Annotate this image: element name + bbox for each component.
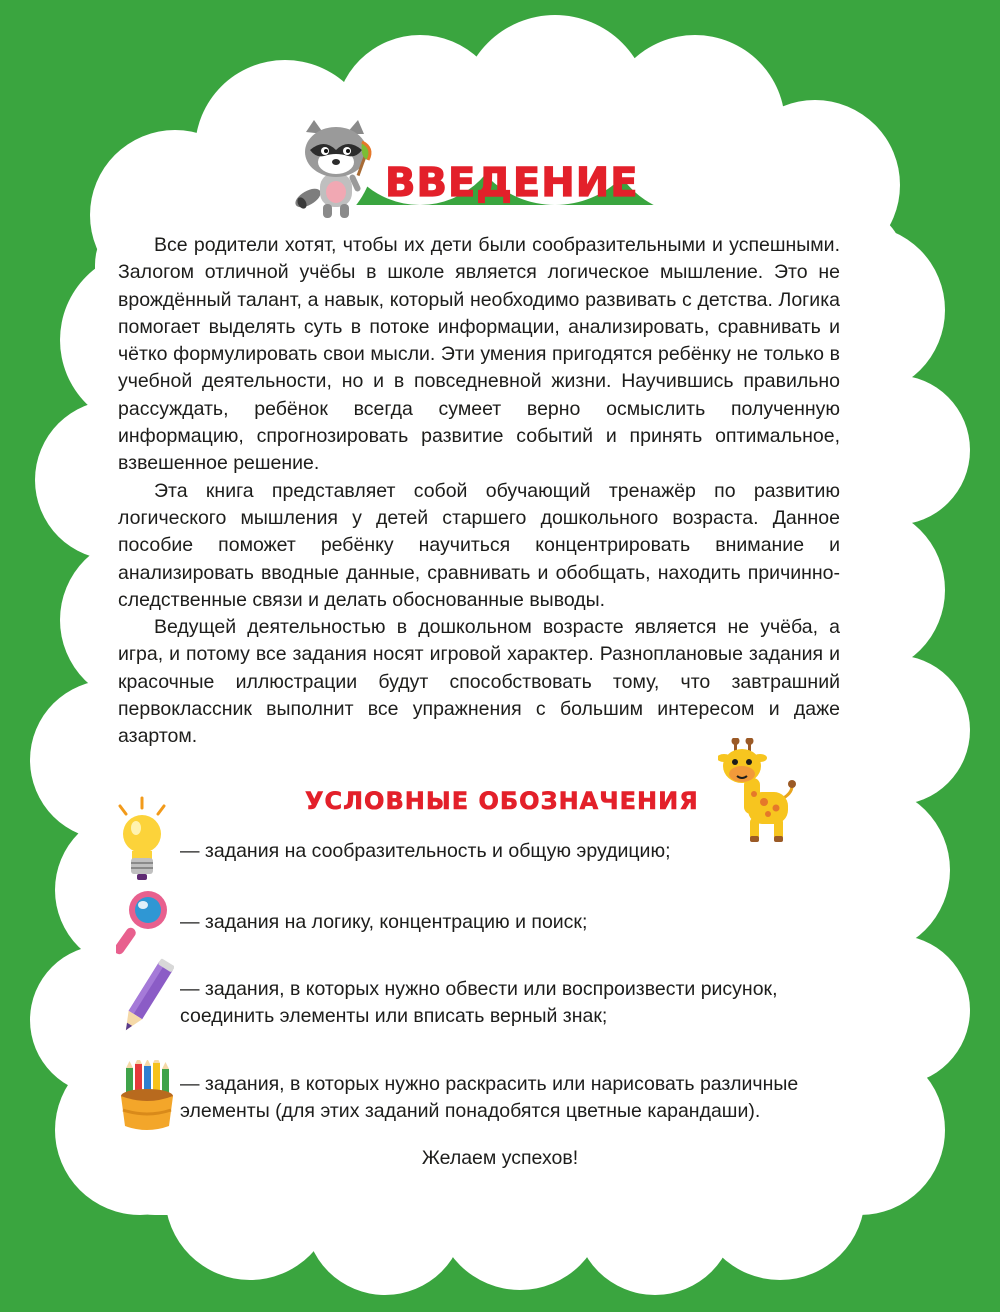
legend-item-logic: — задания на логику, концентрацию и поиск; — [180, 911, 588, 933]
page-title: ВВЕДЕНИЕ — [385, 160, 639, 206]
intro-paragraph: Эта книга представляет собой обучающий тренажёр по развитию логического мышления у детей старшего дошкольного возраста. Данное пособие поможет ребёнку научиться концентрировать внимание и анализировать вводные данные, сравнивать и обобщать, находить причинно-следственные связи и делать обоснованные выводы. — [118, 479, 840, 611]
legend-title: УСЛОВНЫЕ ОБОЗНАЧЕНИЯ — [305, 787, 699, 815]
intro-paragraph: Ведущей деятельностью в дошкольном возрасте является не учёба, а игра, и потому все задания носят игровой характер. Разноплановые задания и красочные иллюстрации будут способствовать тому, что завтрашний первоклассник выполнит все упражнения с большим интересом и даже азартом. — [118, 616, 840, 748]
legend-item-coloring: — задания, в которых нужно раскрасить или нарисовать различные элементы (для этих заданий понадобятся цветные карандаши). — [180, 1073, 799, 1123]
lightbulb-icon — [112, 796, 172, 882]
legend-item-drawing: — задания, в которых нужно обвести или воспроизвести рисунок, соединить элементы или вписать верный знак; — [180, 978, 778, 1028]
pencil-icon — [118, 956, 174, 1040]
raccoon-illustration — [290, 118, 380, 220]
legend-item-erudition: — задания на сообразительность и общую эрудицию; — [180, 840, 671, 862]
giraffe-illustration — [718, 738, 800, 844]
intro-paragraph: Все родители хотят, чтобы их дети были сообразительными и успешными. Залогом отличной учёбы в школе является логическое мышление. Это не врождённый талант, а навык, который необходимо развивать с детства. Логика помогает выделять суть в потоке информации, анализировать, сравнивать и чётко формулировать свои мысли. Эти умения пригодятся ребёнку не только в учебной деятельности, но и в повседневной жизни. Научившись правильно рассуждать, ребёнок всегда сумеет верно осмыслить полученную информацию, спрогнозировать развитие событий и принять оптимальное, взвешенное решение. — [118, 234, 840, 475]
closing-text: Желаем успехов! — [421, 1147, 579, 1169]
magnifier-icon — [116, 888, 172, 960]
pencil-cup-icon — [116, 1060, 176, 1134]
intro-text — [118, 232, 840, 751]
